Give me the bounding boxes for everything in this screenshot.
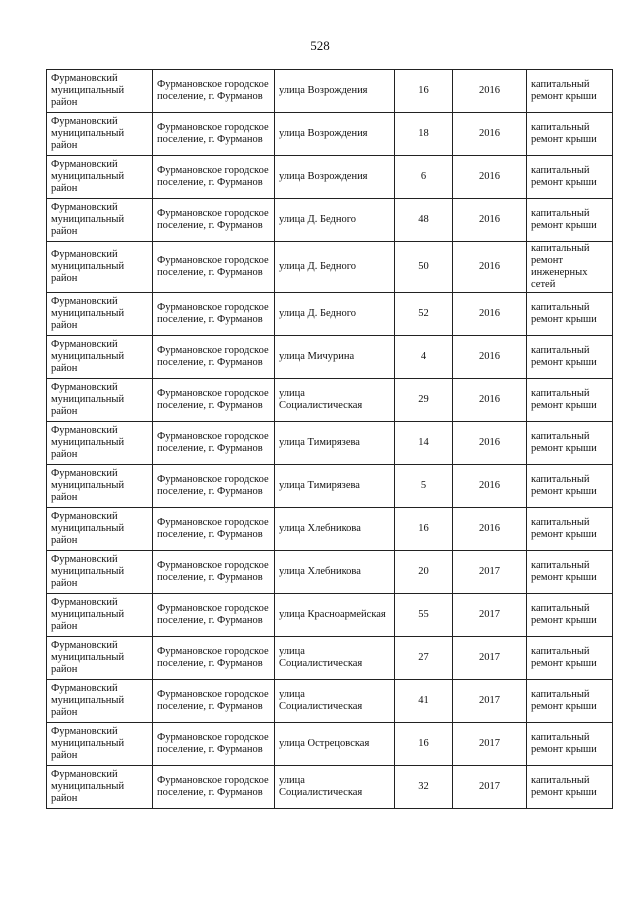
street-cell: улица Возрождения — [275, 70, 395, 113]
table-row — [47, 551, 613, 594]
table-row — [47, 70, 613, 113]
house-number-cell: 4 — [395, 336, 453, 379]
table-row — [47, 465, 613, 508]
district-cell: Фурмановский муниципальный район — [47, 551, 153, 594]
district-cell: Фурмановский муниципальный район — [47, 293, 153, 336]
settlement-cell: Фурмановское городское поселение, г. Фурманов — [153, 551, 275, 594]
street-cell: улица Тимирязева — [275, 465, 395, 508]
work-type-cell: капитальный ремонт крыши — [527, 594, 613, 637]
work-type-cell: капитальный ремонт крыши — [527, 465, 613, 508]
year-cell: 2016 — [453, 336, 527, 379]
district-cell: Фурмановский муниципальный район — [47, 156, 153, 199]
settlement-cell: Фурмановское городское поселение, г. Фурманов — [153, 293, 275, 336]
year-cell: 2017 — [453, 766, 527, 809]
table-row — [47, 508, 613, 551]
district-cell: Фурмановский муниципальный район — [47, 465, 153, 508]
street-cell: улица Социалистическая — [275, 379, 395, 422]
settlement-cell: Фурмановское городское поселение, г. Фурманов — [153, 723, 275, 766]
settlement-cell: Фурмановское городское поселение, г. Фурманов — [153, 508, 275, 551]
year-cell: 2016 — [453, 156, 527, 199]
settlement-cell: Фурмановское городское поселение, г. Фурманов — [153, 242, 275, 293]
year-cell: 2016 — [453, 508, 527, 551]
table-row — [47, 336, 613, 379]
street-cell: улица Острецовская — [275, 723, 395, 766]
table-row — [47, 637, 613, 680]
house-number-cell: 18 — [395, 113, 453, 156]
table-row — [47, 156, 613, 199]
district-cell: Фурмановский муниципальный район — [47, 199, 153, 242]
year-cell: 2016 — [453, 199, 527, 242]
year-cell: 2016 — [453, 465, 527, 508]
house-number-cell: 55 — [395, 594, 453, 637]
settlement-cell: Фурмановское городское поселение, г. Фурманов — [153, 113, 275, 156]
year-cell: 2016 — [453, 242, 527, 293]
street-cell: улица Красноармейская — [275, 594, 395, 637]
work-type-cell: капитальный ремонт крыши — [527, 336, 613, 379]
street-cell: улица Мичурина — [275, 336, 395, 379]
house-number-cell: 48 — [395, 199, 453, 242]
year-cell: 2016 — [453, 293, 527, 336]
work-type-cell: капитальный ремонт крыши — [527, 680, 613, 723]
table-row — [47, 379, 613, 422]
work-type-cell: капитальный ремонт крыши — [527, 723, 613, 766]
year-cell: 2017 — [453, 594, 527, 637]
street-cell: улица Д. Бедного — [275, 199, 395, 242]
year-cell: 2016 — [453, 70, 527, 113]
work-type-cell: капитальный ремонт крыши — [527, 113, 613, 156]
table-row — [47, 680, 613, 723]
settlement-cell: Фурмановское городское поселение, г. Фурманов — [153, 422, 275, 465]
house-number-cell: 14 — [395, 422, 453, 465]
year-cell: 2016 — [453, 379, 527, 422]
work-type-cell: капитальный ремонт крыши — [527, 508, 613, 551]
district-cell: Фурмановский муниципальный район — [47, 637, 153, 680]
district-cell: Фурмановский муниципальный район — [47, 594, 153, 637]
street-cell: улица Д. Бедного — [275, 242, 395, 293]
settlement-cell: Фурмановское городское поселение, г. Фурманов — [153, 379, 275, 422]
year-cell: 2017 — [453, 637, 527, 680]
street-cell: улица Возрождения — [275, 113, 395, 156]
work-type-cell: капитальный ремонт инженерных сетей — [527, 242, 613, 293]
table-row — [47, 723, 613, 766]
year-cell: 2016 — [453, 113, 527, 156]
street-cell: улица Социалистическая — [275, 766, 395, 809]
house-number-cell: 16 — [395, 70, 453, 113]
district-cell: Фурмановский муниципальный район — [47, 766, 153, 809]
work-type-cell: капитальный ремонт крыши — [527, 199, 613, 242]
settlement-cell: Фурмановское городское поселение, г. Фурманов — [153, 156, 275, 199]
house-number-cell: 32 — [395, 766, 453, 809]
district-cell: Фурмановский муниципальный район — [47, 113, 153, 156]
house-number-cell: 52 — [395, 293, 453, 336]
street-cell: улица Хлебникова — [275, 508, 395, 551]
district-cell: Фурмановский муниципальный район — [47, 508, 153, 551]
year-cell: 2017 — [453, 551, 527, 594]
house-number-cell: 6 — [395, 156, 453, 199]
page-number: 528 — [310, 38, 330, 53]
house-number-cell: 27 — [395, 637, 453, 680]
street-cell: улица Хлебникова — [275, 551, 395, 594]
work-type-cell: капитальный ремонт крыши — [527, 422, 613, 465]
year-cell: 2017 — [453, 723, 527, 766]
work-type-cell: капитальный ремонт крыши — [527, 637, 613, 680]
table-body — [47, 70, 613, 809]
house-number-cell: 41 — [395, 680, 453, 723]
year-cell: 2017 — [453, 680, 527, 723]
table-row — [47, 766, 613, 809]
table-row — [47, 199, 613, 242]
district-cell: Фурмановский муниципальный район — [47, 422, 153, 465]
house-number-cell: 50 — [395, 242, 453, 293]
table-row — [47, 594, 613, 637]
district-cell: Фурмановский муниципальный район — [47, 336, 153, 379]
settlement-cell: Фурмановское городское поселение, г. Фурманов — [153, 594, 275, 637]
district-cell: Фурмановский муниципальный район — [47, 242, 153, 293]
table-row — [47, 242, 613, 293]
work-type-cell: капитальный ремонт крыши — [527, 766, 613, 809]
table-row — [47, 422, 613, 465]
work-type-cell: капитальный ремонт крыши — [527, 551, 613, 594]
house-number-cell: 20 — [395, 551, 453, 594]
district-cell: Фурмановский муниципальный район — [47, 379, 153, 422]
house-number-cell: 5 — [395, 465, 453, 508]
street-cell: улица Социалистическая — [275, 637, 395, 680]
street-cell: улица Социалистическая — [275, 680, 395, 723]
house-number-cell: 16 — [395, 508, 453, 551]
settlement-cell: Фурмановское городское поселение, г. Фурманов — [153, 336, 275, 379]
table-row — [47, 293, 613, 336]
work-type-cell: капитальный ремонт крыши — [527, 156, 613, 199]
repair-registry-table — [46, 69, 613, 809]
year-cell: 2016 — [453, 422, 527, 465]
settlement-cell: Фурмановское городское поселение, г. Фурманов — [153, 680, 275, 723]
district-cell: Фурмановский муниципальный район — [47, 723, 153, 766]
house-number-cell: 16 — [395, 723, 453, 766]
settlement-cell: Фурмановское городское поселение, г. Фурманов — [153, 199, 275, 242]
work-type-cell: капитальный ремонт крыши — [527, 70, 613, 113]
street-cell: улица Возрождения — [275, 156, 395, 199]
district-cell: Фурмановский муниципальный район — [47, 680, 153, 723]
settlement-cell: Фурмановское городское поселение, г. Фурманов — [153, 766, 275, 809]
work-type-cell: капитальный ремонт крыши — [527, 379, 613, 422]
house-number-cell: 29 — [395, 379, 453, 422]
street-cell: улица Тимирязева — [275, 422, 395, 465]
work-type-cell: капитальный ремонт крыши — [527, 293, 613, 336]
settlement-cell: Фурмановское городское поселение, г. Фурманов — [153, 465, 275, 508]
settlement-cell: Фурмановское городское поселение, г. Фурманов — [153, 70, 275, 113]
settlement-cell: Фурмановское городское поселение, г. Фурманов — [153, 637, 275, 680]
street-cell: улица Д. Бедного — [275, 293, 395, 336]
district-cell: Фурмановский муниципальный район — [47, 70, 153, 113]
table-row — [47, 113, 613, 156]
